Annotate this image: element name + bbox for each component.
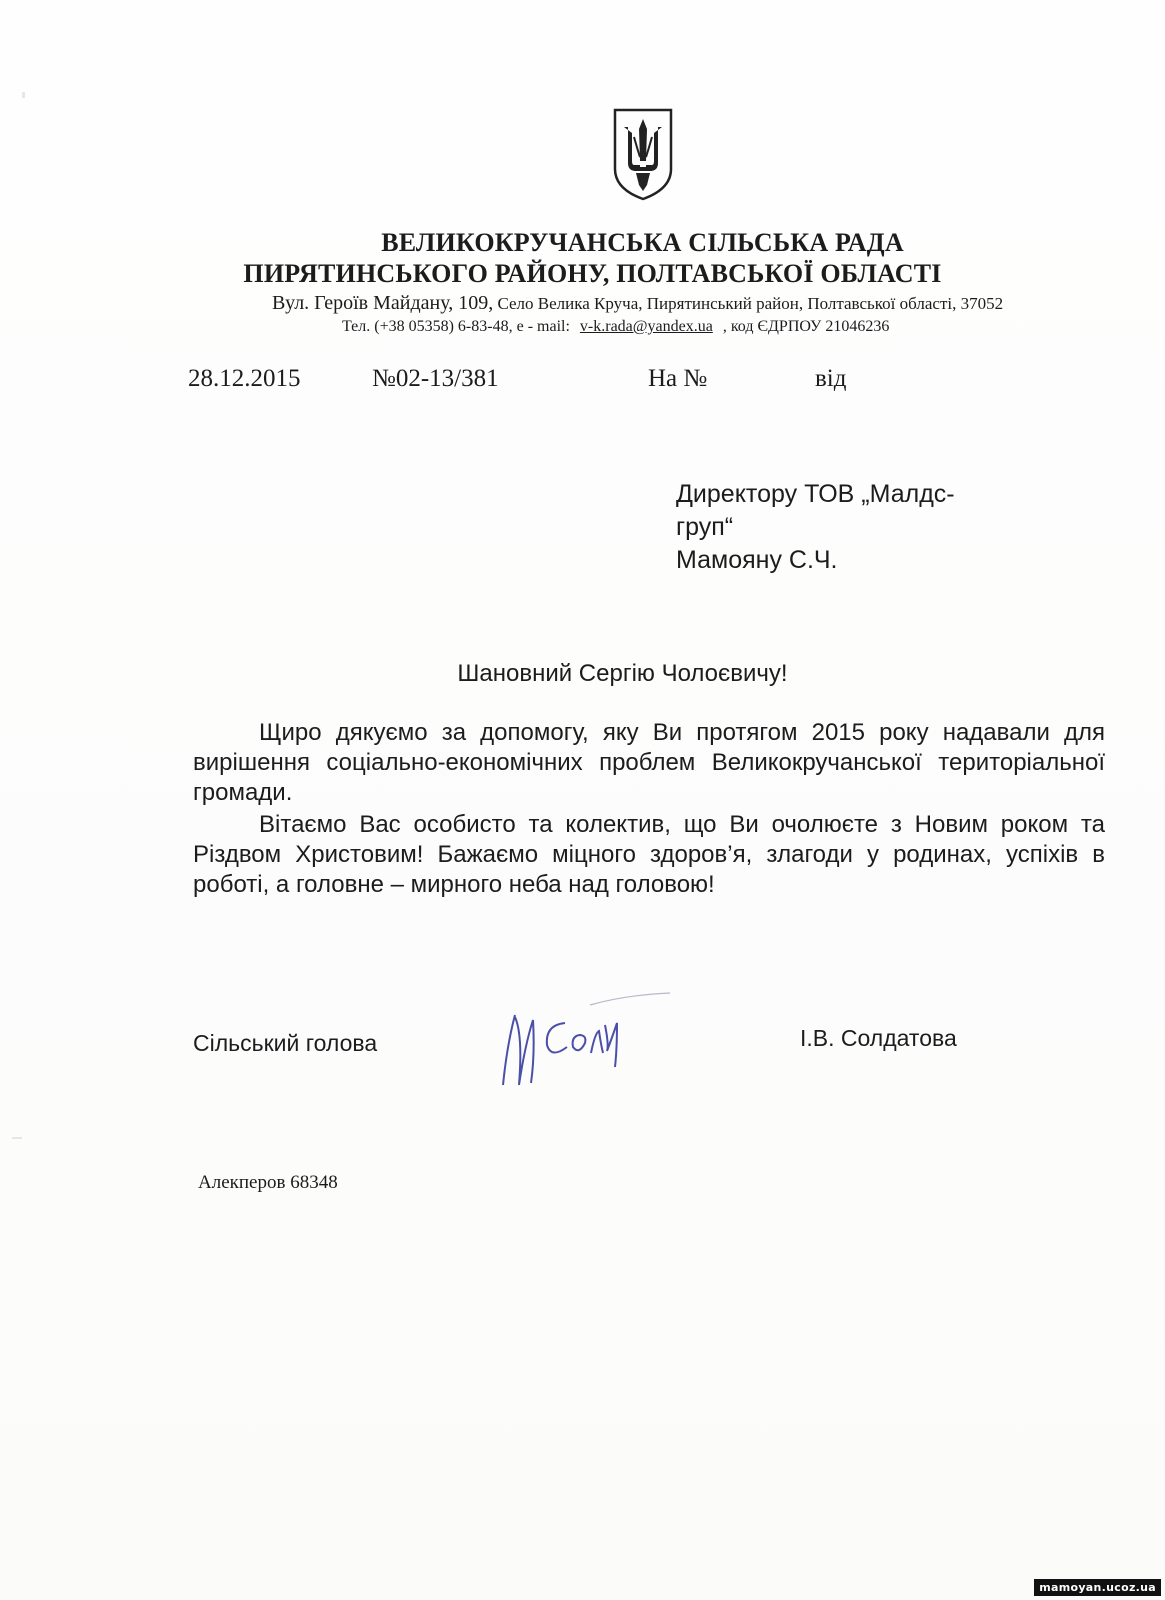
contacts-code: , код ЄДРПОУ 21046236 — [722, 318, 890, 335]
addressee-block — [676, 478, 955, 577]
contacts-phone: Тел. (+38 05358) 6-83-48, e - mail: — [342, 318, 570, 335]
org-name-line1: ВЕЛИКОКРУЧАНСЬКА СІЛЬСЬКА РАДА — [381, 228, 904, 257]
scan-mark — [22, 92, 25, 98]
letter-date: 28.12.2015 — [188, 365, 301, 392]
letter-greeting: Шановний Сергію Чолоєвичу! — [457, 660, 788, 687]
address-street: Вул. Героїв Майдану, 109, — [272, 292, 494, 314]
address-rest: Село Велика Круча, Пирятинський район, Полтавської області, 37052 — [493, 294, 1004, 313]
executor-note: Алекперов 68348 — [198, 1172, 338, 1193]
org-address — [272, 292, 1003, 315]
signatory-title: Сільський голова — [193, 1030, 378, 1056]
signatory-name: І.В. Солдатова — [800, 1025, 957, 1051]
letter-paragraph-1: Щиро дякуємо за допомогу, яку Ви протягом 2015 року надавали для вирішення соціально-економічних проблем Великокручанської територіальної громади. — [193, 719, 1105, 806]
addressee-line1: Директору ТОВ „Малдс- — [676, 480, 955, 508]
from-label: від — [815, 365, 847, 392]
contacts-email: v-k.rada@yandex.ua — [579, 318, 713, 335]
in-reply-label: На № — [648, 365, 708, 392]
site-watermark: mamoyan.ucoz.ua — [1034, 1579, 1161, 1596]
handwritten-signature — [495, 985, 695, 1105]
org-contacts — [342, 318, 889, 336]
scan-mark — [12, 1137, 22, 1139]
addressee-line2: груп“ — [676, 513, 734, 541]
letter-paragraph-2: Вітаємо Вас особисто та колектив, що Ви очолюєте з Новим роком та Різдвом Христовим! Бажаємо міцного здоров’я, злагоди у родинах, успіхів в роботі, а головне – мирного неба над головою! — [193, 811, 1105, 898]
org-name-line2: ПИРЯТИНСЬКОГО РАЙОНУ, ПОЛТАВСЬКОЇ ОБЛАСТІ — [243, 259, 942, 288]
coat-of-arms-icon — [612, 107, 674, 202]
letter-number: №02-13/381 — [372, 365, 499, 392]
addressee-line3: Мамояну С.Ч. — [676, 546, 838, 574]
